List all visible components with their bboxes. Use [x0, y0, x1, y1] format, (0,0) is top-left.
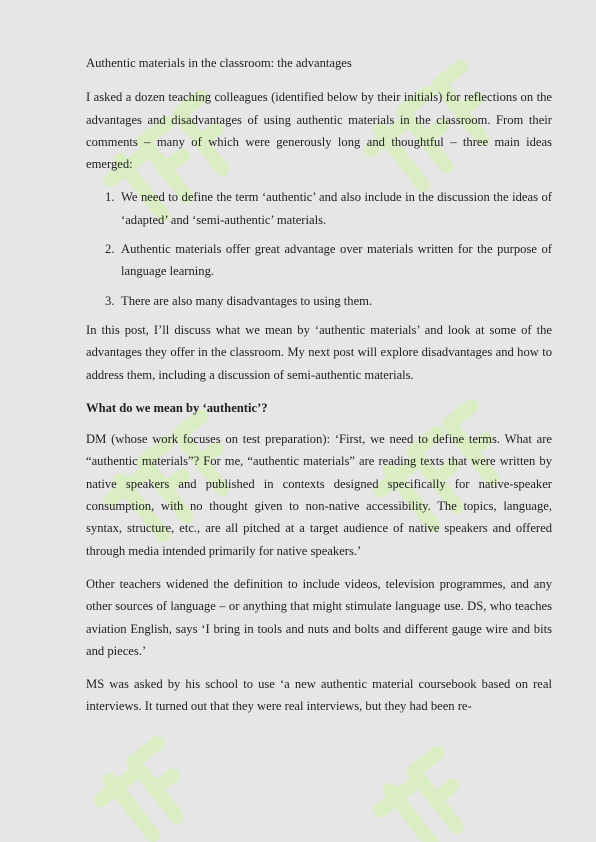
ideas-list [86, 186, 552, 311]
list-item-text: There are also many disadvantages to using them. [121, 293, 373, 308]
section-heading: What do we mean by ‘authentic’? [86, 400, 268, 415]
ms-paragraph: MS was asked by his school to use ‘a new authentic material coursebook based on real interviews. It turned out that they were real interviews, but they had been re- [86, 677, 552, 714]
document-title: Authentic materials in the classroom: the advantages [86, 56, 352, 70]
document-page [86, 52, 552, 729]
overview-paragraph: In this post, I’ll discuss what we mean by ‘authentic materials’ and look at some of the advantages they offer in the classroom. My next post will explore disadvantages and how to address them, including a discussion of semi-authentic materials. [86, 322, 552, 382]
list-item-text: We need to define the term ‘authentic’ and also include in the discussion the ideas of ‘adapted’ and ‘semi-authentic’ materials. [121, 190, 552, 227]
list-item [86, 186, 552, 231]
list-number: 2. [105, 242, 115, 257]
intro-paragraph: I asked a dozen teaching colleagues (identified below by their initials) for reflections on the advantages and disadvantages of using authentic materials in the classroom. From their comments – many of which were generously long and thoughtful – three main ideas emerged: [86, 90, 552, 172]
definition-paragraph: Other teachers widened the definition to include videos, television programmes, and any other sources of language – or anything that might stimulate language use. DS, who teaches aviation English, says ‘I bring in tools and nuts and bolts and different gauge wire and bits and pieces.’ [86, 576, 552, 658]
list-number: 3. [105, 293, 115, 308]
list-item [86, 238, 552, 283]
dm-quote-paragraph: DM (whose work focuses on test preparation): ‘First, we need to define terms. What are “authentic materials”? For me, “authentic materials” are reading texts that were written by native speakers and published in contexts designed specifically for native-speaker consumption, with no thought given to non-native accessibility. The topics, language, syntax, structure, etc., are all pitched at a target audience of native speakers and offered through media intended primarily for native speakers.’ [86, 432, 552, 558]
list-number: 1. [105, 190, 115, 205]
list-item-text: Authentic materials offer great advantage over materials written for the purpose of language learning. [121, 242, 552, 279]
list-item [86, 290, 552, 312]
